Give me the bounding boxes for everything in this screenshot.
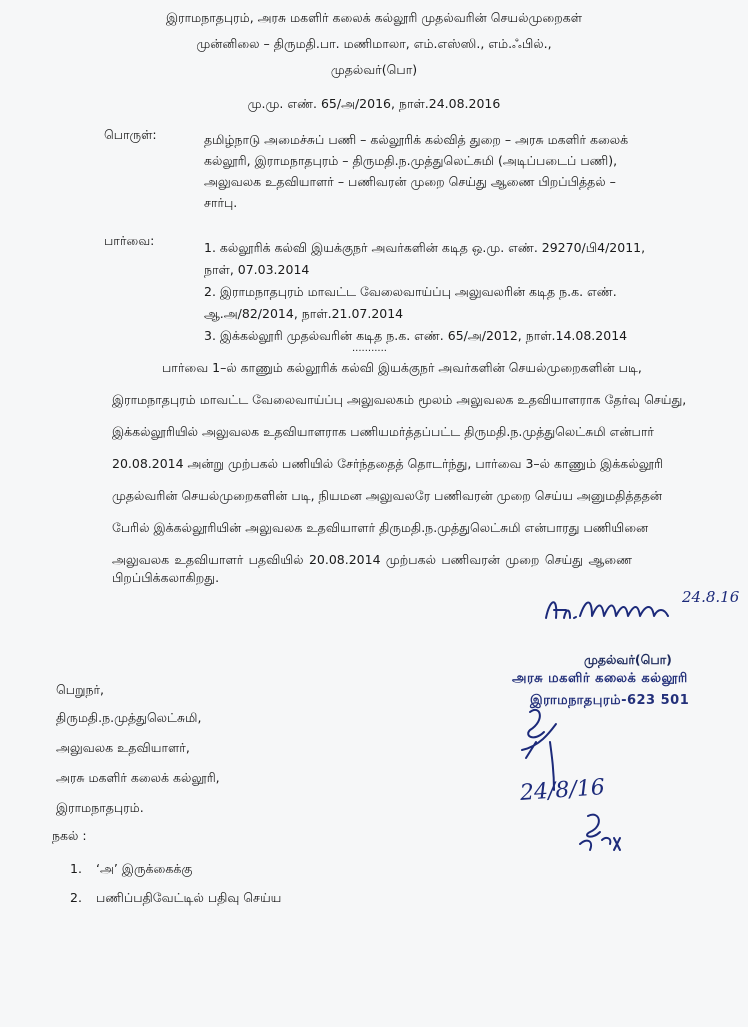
reference-line-4: ஆ.அ/82/2014, நாள்.21.07.2014 xyxy=(204,306,404,321)
stamp-line-1: அரசு மகளிர் கலைக் கல்லூரி xyxy=(512,671,688,686)
copy-item-1-number: 1. xyxy=(70,861,82,876)
small-initial-signature xyxy=(566,810,636,860)
recipient-line-3: அரசு மகளிர் கலைக் கல்லூரி, xyxy=(56,770,220,785)
references-label: பார்வை: xyxy=(104,233,155,248)
subject-line-1: தமிழ்நாடு அமைச்சுப் பணி – கல்லூரிக் கல்வித் துறை – அரசு மகளிர் கலைக் xyxy=(204,132,629,147)
reference-line-5: 3. இக்கல்லூரி முதல்வரின் கடித ந.க. எண். 65/அ/2012, நாள்.14.08.2014 xyxy=(204,328,628,343)
header-line-2: முன்னிலை – திருமதி.பா. மணிமாலா, எம்.எஸ்ஸி., எம்.ஃபில்., xyxy=(196,36,552,51)
references-separator: ........... xyxy=(352,343,387,354)
body-line-1: பார்வை 1–ல் காணும் கல்லூரிக் கல்வி இயக்குநர் அவர்களின் செயல்முறைகளின் படி, xyxy=(162,360,642,375)
reference-line-3: 2. இராமநாதபுரம் மாவட்ட வேலைவாய்ப்பு அலுவலரின் கடித ந.க. எண். xyxy=(204,284,617,299)
body-line-4: 20.08.2014 அன்று முற்பகல் பணியில் சேர்ந்ததைத் தொடர்ந்து, பார்வை 3–ல் காணும் இக்கல்லூரி xyxy=(112,456,663,471)
body-line-8: பிறப்பிக்கலாகிறது. xyxy=(112,570,220,585)
recipient-label: பெறுநர், xyxy=(56,682,105,697)
reference-line-2: நாள், 07.03.2014 xyxy=(204,262,310,277)
body-line-7: அலுவலக உதவியாளர் பதவியில் 20.08.2014 முற்பகல் பணிவரன் முறை செய்து ஆணை xyxy=(112,552,632,567)
copy-label: நகல் : xyxy=(52,828,87,843)
recipient-line-2: அலுவலக உதவியாளர், xyxy=(56,740,190,755)
reference-number: மு.மு. எண். 65/அ/2016, நாள்.24.08.2016 xyxy=(247,96,501,111)
copy-item-2-number: 2. xyxy=(70,890,82,905)
header-line-1: இராமநாதபுரம், அரசு மகளிர் கலைக் கல்லூரி முதல்வரின் செயல்முறைகள் xyxy=(165,10,582,25)
body-line-6: பேரில் இக்கல்லூரியின் அலுவலக உதவியாளர் திருமதி.ந.முத்துலெட்சுமி என்பாரது பணியினை xyxy=(112,520,649,535)
reference-line-1: 1. கல்லூரிக் கல்வி இயக்குநர் அவர்களின் கடித ஒ.மு. எண். 29270/பி4/2011, xyxy=(204,240,646,255)
copy-item-2: பணிப்பதிவேட்டில் பதிவு செய்ய xyxy=(96,890,282,905)
stamp-line-2: இராமநாதபுரம்-623 501 xyxy=(530,693,690,708)
subject-line-4: சார்பு. xyxy=(204,195,238,210)
initials-date: 24/8/16 xyxy=(519,775,606,806)
subject-label: பொருள்: xyxy=(104,127,157,142)
recipient-line-1: திருமதி.ந.முத்துலெட்சுமி, xyxy=(56,710,202,725)
subject-line-2: கல்லூரி, இராமநாதபுரம் – திருமதி.ந.முத்துலெட்சுமி (அடிப்படைப் பணி), xyxy=(204,153,618,168)
signature-designation: முதல்வர்(பொ) xyxy=(584,652,672,667)
principal-signature-date: 24.8.16 xyxy=(682,588,740,606)
body-line-2: இராமநாதபுரம் மாவட்ட வேலைவாய்ப்பு அலுவலகம் மூலம் அலுவலக உதவியாளராக தேர்வு செய்து, xyxy=(112,392,687,407)
recipient-line-4: இராமநாதபுரம். xyxy=(56,800,144,815)
header-line-3: முதல்வர்(பொ) xyxy=(330,62,418,77)
body-line-5: முதல்வரின் செயல்முறைகளின் படி, நியமன அலுவலரே பணிவரன் முறை செய்ய அனுமதித்ததன் xyxy=(112,488,663,503)
subject-line-3: அலுவலக உதவியாளர் – பணிவரன் முறை செய்து ஆணை பிறப்பித்தல் – xyxy=(204,174,616,189)
initials-signature xyxy=(500,702,610,822)
copy-item-1: ‘அ’ இருக்கைக்கு xyxy=(96,861,193,876)
body-line-3: இக்கல்லூரியில் அலுவலக உதவியாளராக பணியமர்த்தப்பட்ட திருமதி.ந.முத்துலெட்சுமி என்பார் xyxy=(112,424,654,439)
